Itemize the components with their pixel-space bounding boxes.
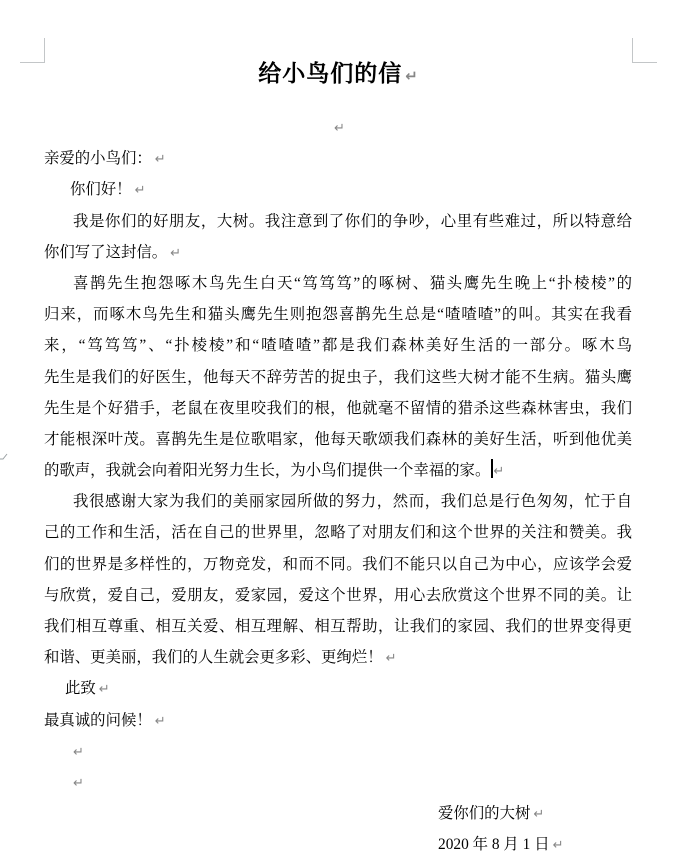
paragraph-mark-icon: ↵ bbox=[493, 464, 505, 480]
body-line[interactable]: 与欣赏，爱自己，爱朋友，爱家园，爱这个世界，用心去欣赏这个世界不同的美。让 bbox=[44, 586, 632, 604]
body-line[interactable]: 己的工作和生活，活在自己的世界里，忽略了对朋友们和这个世界的关注和赞美。我 bbox=[44, 524, 632, 542]
empty-paragraph[interactable] bbox=[44, 112, 632, 143]
empty-paragraph[interactable] bbox=[44, 736, 632, 767]
closing-line[interactable]: 此致 ↵ bbox=[65, 680, 110, 698]
title-text: 给小鸟们的信 bbox=[258, 61, 403, 86]
body-line[interactable]: 我们相互尊重、相互关爱、相互理解、相互帮助，让我们的家园、我们的世界变得更 bbox=[44, 618, 632, 635]
body-line[interactable]: 归来，而啄木鸟先生和猫头鹰先生则抱怨喜鹊先生总是“喳喳喳”的叫。其实在我看 bbox=[44, 306, 632, 324]
body-line[interactable]: 先生是我们的好医生，他每天不辞劳苦的捉虫子，我们这些大树才能不生病。猫头鹰 bbox=[44, 368, 632, 386]
margin-corner-mark-top-left bbox=[20, 38, 45, 63]
salutation-line[interactable]: 亲爱的小鸟们： ↵ bbox=[44, 150, 166, 168]
closing-greeting-line[interactable]: 最真诚的问候！ ↵ bbox=[44, 711, 166, 729]
edge-proof-mark-icon bbox=[0, 449, 8, 467]
greeting-line[interactable]: 你们好！ ↵ bbox=[70, 181, 146, 199]
paragraph-mark-icon: ↵ bbox=[552, 838, 564, 854]
document-title[interactable] bbox=[44, 54, 632, 96]
body-line[interactable]: 的歌声，我就会向着阳光努力生长，为小鸟们提供一个幸福的家。 ↵ bbox=[44, 455, 632, 486]
paragraph-mark-icon: ↵ bbox=[170, 245, 182, 261]
date-line[interactable]: 2020 年 8 月 1 日 ↵ bbox=[438, 836, 564, 854]
paragraph-mark-icon: ↵ bbox=[73, 775, 84, 791]
paragraph-mark-icon: ↵ bbox=[154, 152, 166, 168]
paragraph-mark-icon: ↵ bbox=[405, 67, 418, 85]
body-line[interactable]: 来，“笃笃笃”、“扑棱棱”和“喳喳喳”都是我们森林美好生活的一部分。啄木鸟 bbox=[44, 337, 632, 355]
body-line[interactable]: 喜鹊先生抱怨啄木鸟先生白天“笃笃笃”的啄树、猫头鹰先生晚上“扑棱棱”的 bbox=[73, 274, 632, 292]
paragraph-mark-icon: ↵ bbox=[134, 183, 146, 199]
document-body[interactable] bbox=[44, 112, 632, 861]
body-line[interactable]: 才能根深叶茂。喜鹊先生是位歌唱家，他每天歌颂我们森林的美好生活，听到他优美 bbox=[44, 430, 632, 448]
empty-paragraph[interactable] bbox=[44, 767, 632, 798]
body-line[interactable]: 你们写了这封信。 ↵ bbox=[44, 243, 182, 261]
paragraph-mark-icon: ↵ bbox=[533, 807, 545, 823]
body-line[interactable]: 们的世界是多样性的，万物竞发，和而不同。我们不能只以自己为中心，应该学会爱 bbox=[44, 555, 632, 573]
margin-corner-mark-top-right bbox=[632, 38, 657, 63]
paragraph-mark-icon: ↵ bbox=[334, 121, 345, 136]
paragraph-mark-icon: ↵ bbox=[154, 713, 166, 729]
body-line[interactable]: 先生是个好猎手，老鼠在夜里咬我们的根，他就毫不留情的猎杀这些森林害虫，我们 bbox=[44, 399, 632, 417]
paragraph-mark-icon: ↵ bbox=[98, 682, 110, 698]
paragraph-mark-icon: ↵ bbox=[385, 651, 397, 667]
body-line[interactable]: 我很感谢大家为我们的美丽家园所做的努力，然而，我们总是行色匆匆，忙于自 bbox=[73, 493, 632, 511]
signature-line[interactable]: 爱你们的大树 ↵ bbox=[438, 805, 545, 823]
paragraph-mark-icon: ↵ bbox=[73, 744, 84, 760]
body-line[interactable]: 和谐、更美丽，我们的人生就会更多彩、更绚烂！ ↵ bbox=[44, 649, 397, 667]
body-line[interactable]: 我是你们的好朋友，大树。我注意到了你们的争吵，心里有些难过，所以特意给 bbox=[73, 212, 632, 230]
